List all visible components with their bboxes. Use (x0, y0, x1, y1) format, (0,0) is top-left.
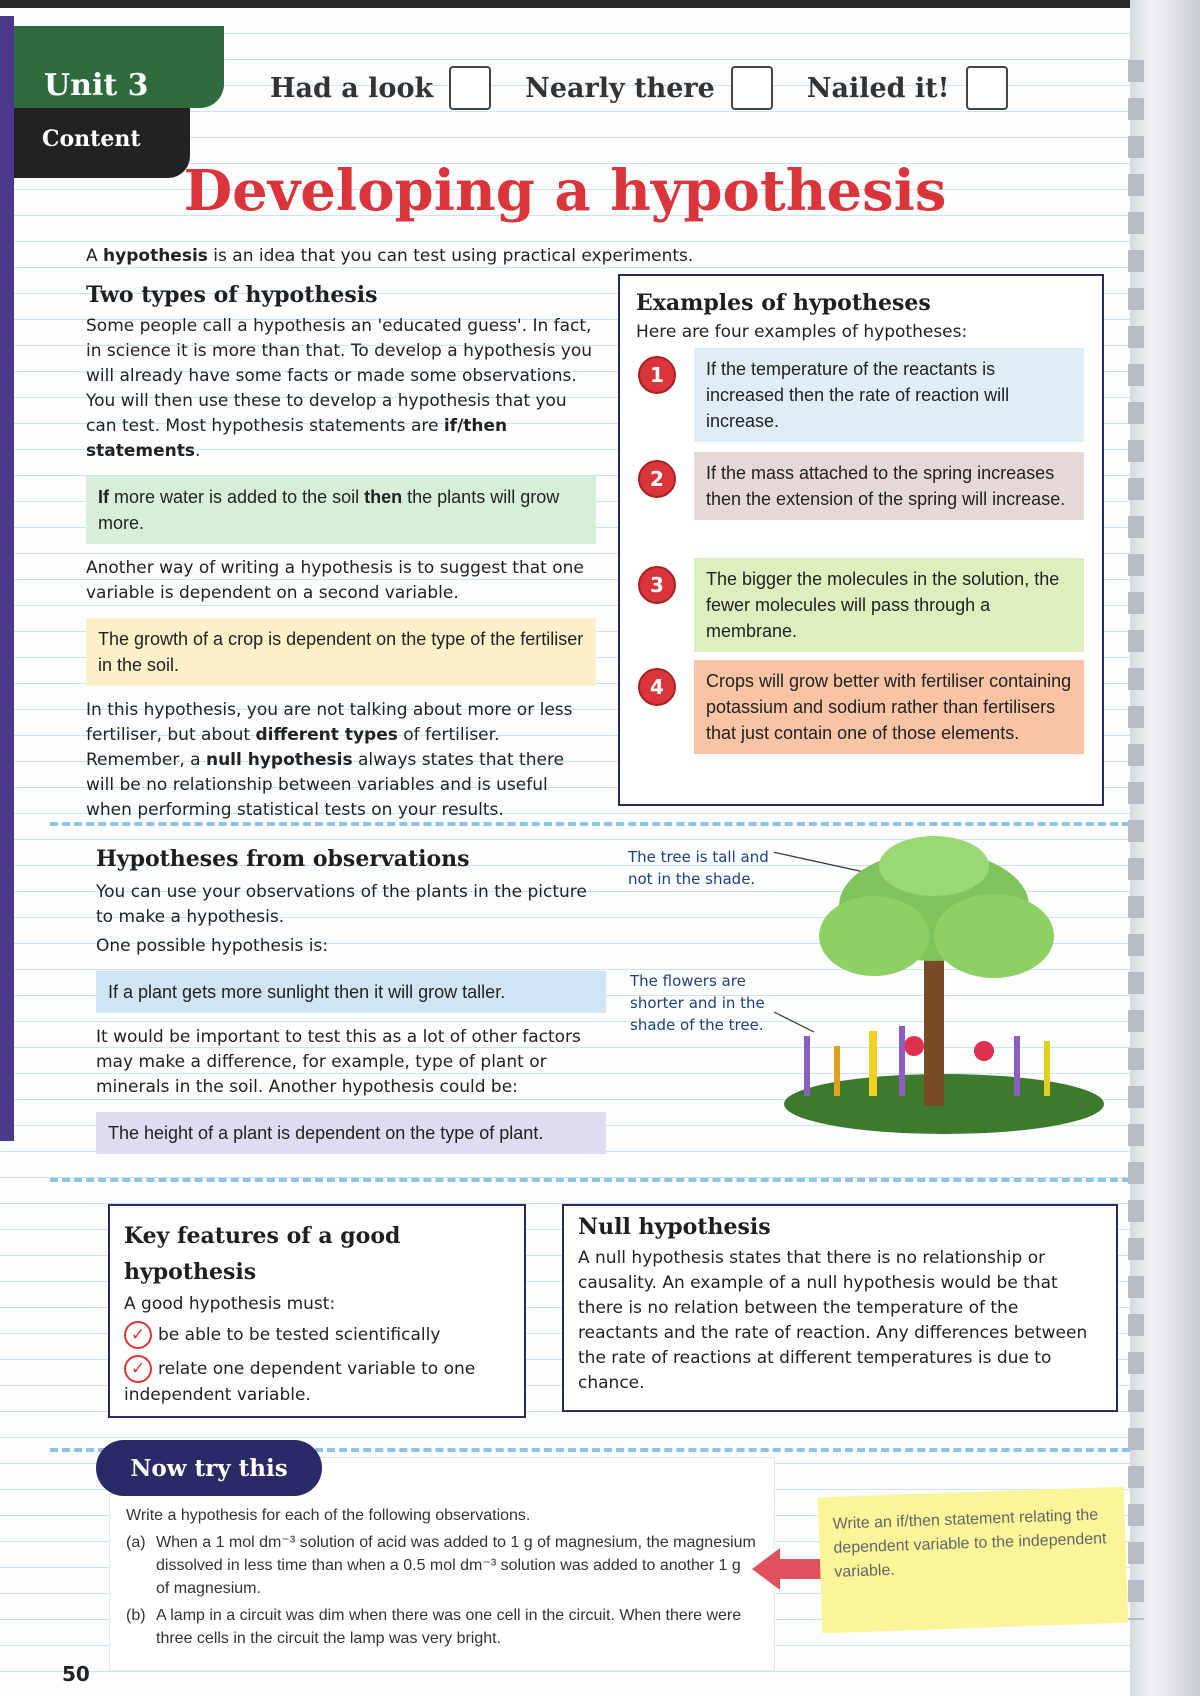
para3-text3: always states that there will be no relationship between variables and is useful when performing statistical tests on your results. (86, 750, 565, 820)
para3-bold1: different types (255, 725, 398, 745)
if-then-example-box (86, 476, 596, 544)
key-feature-item (124, 1355, 510, 1408)
two-types-section (86, 282, 596, 823)
checkmark-icon: ✓ (124, 1355, 152, 1383)
page-title: Developing a hypothesis (183, 158, 947, 224)
para3-bold2: null hypothesis (205, 750, 353, 770)
progress-had-a-look (270, 66, 491, 110)
example-item (638, 558, 1098, 652)
para1-text: Some people call a hypothesis an 'educated guess'. In fact, in science it is more than that. To develop a hypothesis you will already have some facts or made some observations. You will then use these to develop a hypothesis that you can test. Most hypothesis statements are (86, 316, 593, 436)
progress-nearly-there (525, 66, 773, 110)
two-types-para2: Another way of writing a hypothesis is to suggest that one variable is dependent on a second variable. (86, 558, 584, 603)
para3-text2: of fertiliser. Remember, a (86, 725, 500, 770)
unit-label: Unit 3 (44, 68, 149, 103)
example-text: If the mass attached to the spring increases then the extension of the spring will increase. (694, 452, 1084, 520)
intro-text (86, 246, 693, 266)
observations-para2: One possible hypothesis is: (96, 936, 329, 956)
observations-section (96, 846, 606, 1166)
example-text: The bigger the molecules in the solution, the fewer molecules will pass through a membrane. (694, 558, 1084, 652)
now-try-intro: Write a hypothesis for each of the following observations. (126, 1507, 531, 1524)
key-features-heading: Key features of a good hypothesis (124, 1223, 401, 1285)
intro-post: is an idea that you can test using practical experiments. (207, 246, 694, 266)
nailed-it-checkbox[interactable] (966, 66, 1008, 110)
null-hypothesis-heading: Null hypothesis (578, 1214, 771, 1240)
had-a-look-checkbox[interactable] (449, 66, 491, 110)
box1-then: then (364, 487, 403, 507)
arrow-left-icon (752, 1546, 824, 1592)
para3-text1: In this hypothesis, you are not talking about more or less fertiliser, but about (86, 700, 573, 745)
null-hypothesis-text: A null hypothesis states that there is no relationship or causality. An example of a null hypothesis would be that there is no relation between the temperature of the reactants and the rate of reaction. Any differences between the rate of reactions at different temperatures is due to chance. (578, 1248, 1088, 1393)
nearly-there-checkbox[interactable] (731, 66, 773, 110)
number-4-icon: 4 (638, 668, 676, 706)
box1-text1: more water is added to the soil (109, 487, 365, 507)
key-features-intro: A good hypothesis must: (124, 1294, 336, 1314)
page-number: 50 (62, 1662, 90, 1686)
tree-caption: The tree is tall and not in the shade. (628, 848, 769, 888)
textbook-page (0, 8, 1130, 1696)
section-label: Content (42, 126, 141, 152)
example-text: Crops will grow better with fertiliser containing potassium and sodium rather than fertilisers that just contain one of those elements. (694, 660, 1084, 754)
observations-para3: It would be important to test this as a lot of other factors may make a difference, for example, type of plant or minerals in the soil. Another hypothesis could be: (96, 1027, 581, 1097)
example-text: If the temperature of the reactants is increased then the rate of reaction will increase. (694, 348, 1084, 442)
checkmark-icon: ✓ (124, 1321, 152, 1349)
progress-tracker (270, 66, 1008, 110)
example-item (638, 660, 1098, 754)
dependent-example-box: The growth of a crop is dependent on the type of the fertiliser in the soil. (86, 618, 596, 686)
box1-text2: the plants will grow more. (98, 487, 560, 533)
progress-label: Nailed it! (806, 72, 950, 104)
key-features-box (108, 1204, 526, 1418)
question-a (126, 1531, 758, 1600)
number-2-icon: 2 (638, 460, 676, 498)
intro-bold: hypothesis (103, 246, 208, 266)
two-types-para3 (86, 698, 596, 823)
tree-and-flowers-illustration (774, 836, 1104, 1136)
para1-end: . (194, 441, 201, 461)
examples-intro: Here are four examples of hypotheses: (636, 322, 968, 342)
key-feature-text: be able to be tested scientifically (158, 1325, 441, 1345)
unit-badge (14, 26, 224, 108)
null-hypothesis-box (562, 1204, 1118, 1412)
observations-heading: Hypotheses from observations (96, 846, 470, 872)
key-feature-item (124, 1321, 510, 1349)
examples-box (618, 274, 1104, 806)
now-try-this-badge: Now try this (96, 1440, 322, 1496)
section-divider (50, 1178, 1130, 1182)
two-types-para1 (86, 314, 596, 464)
hint-sticky-note: Write an if/then statement relating the dependent variable to the independent variable. (818, 1487, 1129, 1634)
box1-if: If (98, 487, 109, 507)
question-label: (a) (126, 1534, 146, 1551)
progress-nailed-it (807, 66, 1008, 110)
examples-heading: Examples of hypotheses (636, 290, 931, 316)
question-label: (b) (126, 1607, 146, 1624)
question-text: A lamp in a circuit was dim when there was one cell in the circuit. When there were three cells in the circuit the lamp was very bright. (156, 1607, 742, 1647)
question-text: When a 1 mol dm⁻³ solution of acid was added to 1 g of magnesium, the magnesium dissolved in less time than when a 0.5 mol dm⁻³ solution was added to another 1 g of magnesium. (156, 1534, 756, 1597)
example-item (638, 348, 1098, 442)
para1-bold: if/then statements (86, 416, 508, 461)
observations-para1: You can use your observations of the plants in the picture to make a hypothesis. (96, 882, 587, 927)
section-divider (50, 822, 1130, 826)
progress-label: Had a look (270, 72, 434, 104)
two-types-heading: Two types of hypothesis (86, 282, 378, 308)
flowers-caption: The flowers are shorter and in the shade of the tree. (630, 972, 765, 1034)
example-item (638, 452, 1098, 520)
binding-tabs (1128, 60, 1144, 1620)
progress-label: Nearly there (525, 72, 715, 104)
sunlight-hypothesis-box: If a plant gets more sunlight then it will grow taller. (96, 971, 606, 1013)
number-3-icon: 3 (638, 566, 676, 604)
number-1-icon: 1 (638, 356, 676, 394)
plant-type-hypothesis-box: The height of a plant is dependent on the type of plant. (96, 1112, 606, 1154)
key-feature-text: relate one dependent variable to one independent variable. (124, 1359, 476, 1405)
intro-pre: A (86, 246, 104, 266)
question-b (126, 1604, 758, 1650)
